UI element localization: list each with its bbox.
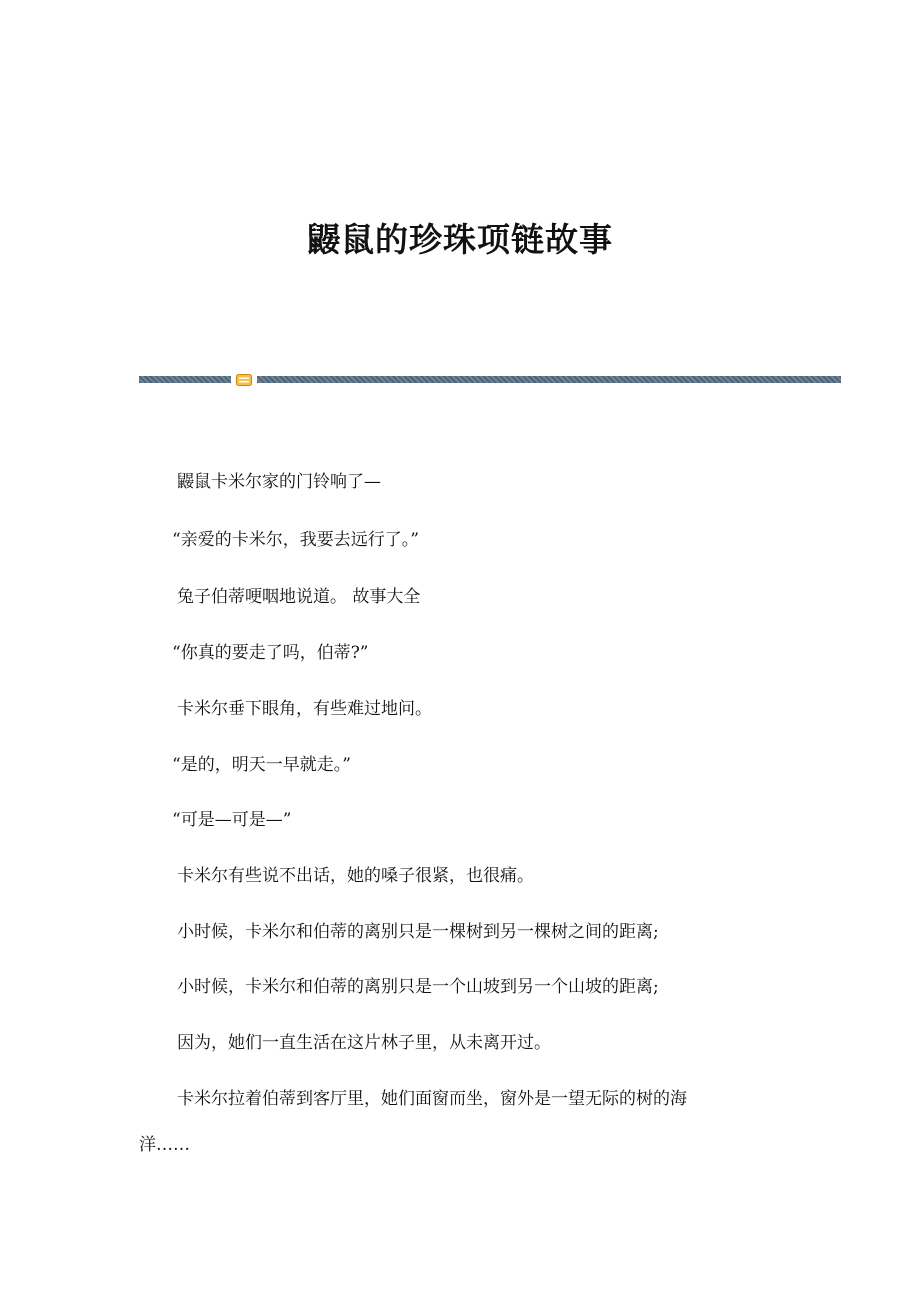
divider-bar-left — [139, 376, 231, 383]
paragraph: 小时候，卡米尔和伯蒂的离别只是一棵树到另一棵树之间的距离; — [177, 922, 659, 942]
paragraph: 卡米尔拉着伯蒂到客厅里，她们面窗而坐，窗外是一望无际的树的海 — [177, 1089, 687, 1109]
paragraph: 因为，她们一直生活在这片林子里，从未离开过。 — [177, 1033, 551, 1053]
paragraph: 洋…… — [139, 1135, 190, 1155]
paragraph: 鼹鼠卡米尔家的门铃响了— — [177, 472, 381, 492]
paragraph: “是的，明天一早就走。” — [172, 755, 351, 775]
paragraph: “可是—可是—” — [172, 810, 292, 830]
paragraph: “你真的要走了吗，伯蒂?” — [172, 643, 369, 663]
paragraph: 小时候，卡米尔和伯蒂的离别只是一个山坡到另一个山坡的距离; — [177, 977, 659, 997]
paragraph: 兔子伯蒂哽咽地说道。 故事大全 — [177, 587, 421, 607]
document-title: 鼹鼠的珍珠项链故事 — [307, 220, 613, 259]
divider-bar-right — [257, 376, 841, 383]
paragraph: 卡米尔垂下眼角，有些难过地问。 — [177, 699, 432, 719]
paragraph: 卡米尔有些说不出话，她的嗓子很紧，也很痛。 — [177, 866, 534, 886]
title-divider — [139, 374, 841, 386]
paragraph: “亲爱的卡米尔，我要去远行了。” — [172, 530, 419, 550]
ornament-icon — [236, 374, 252, 386]
